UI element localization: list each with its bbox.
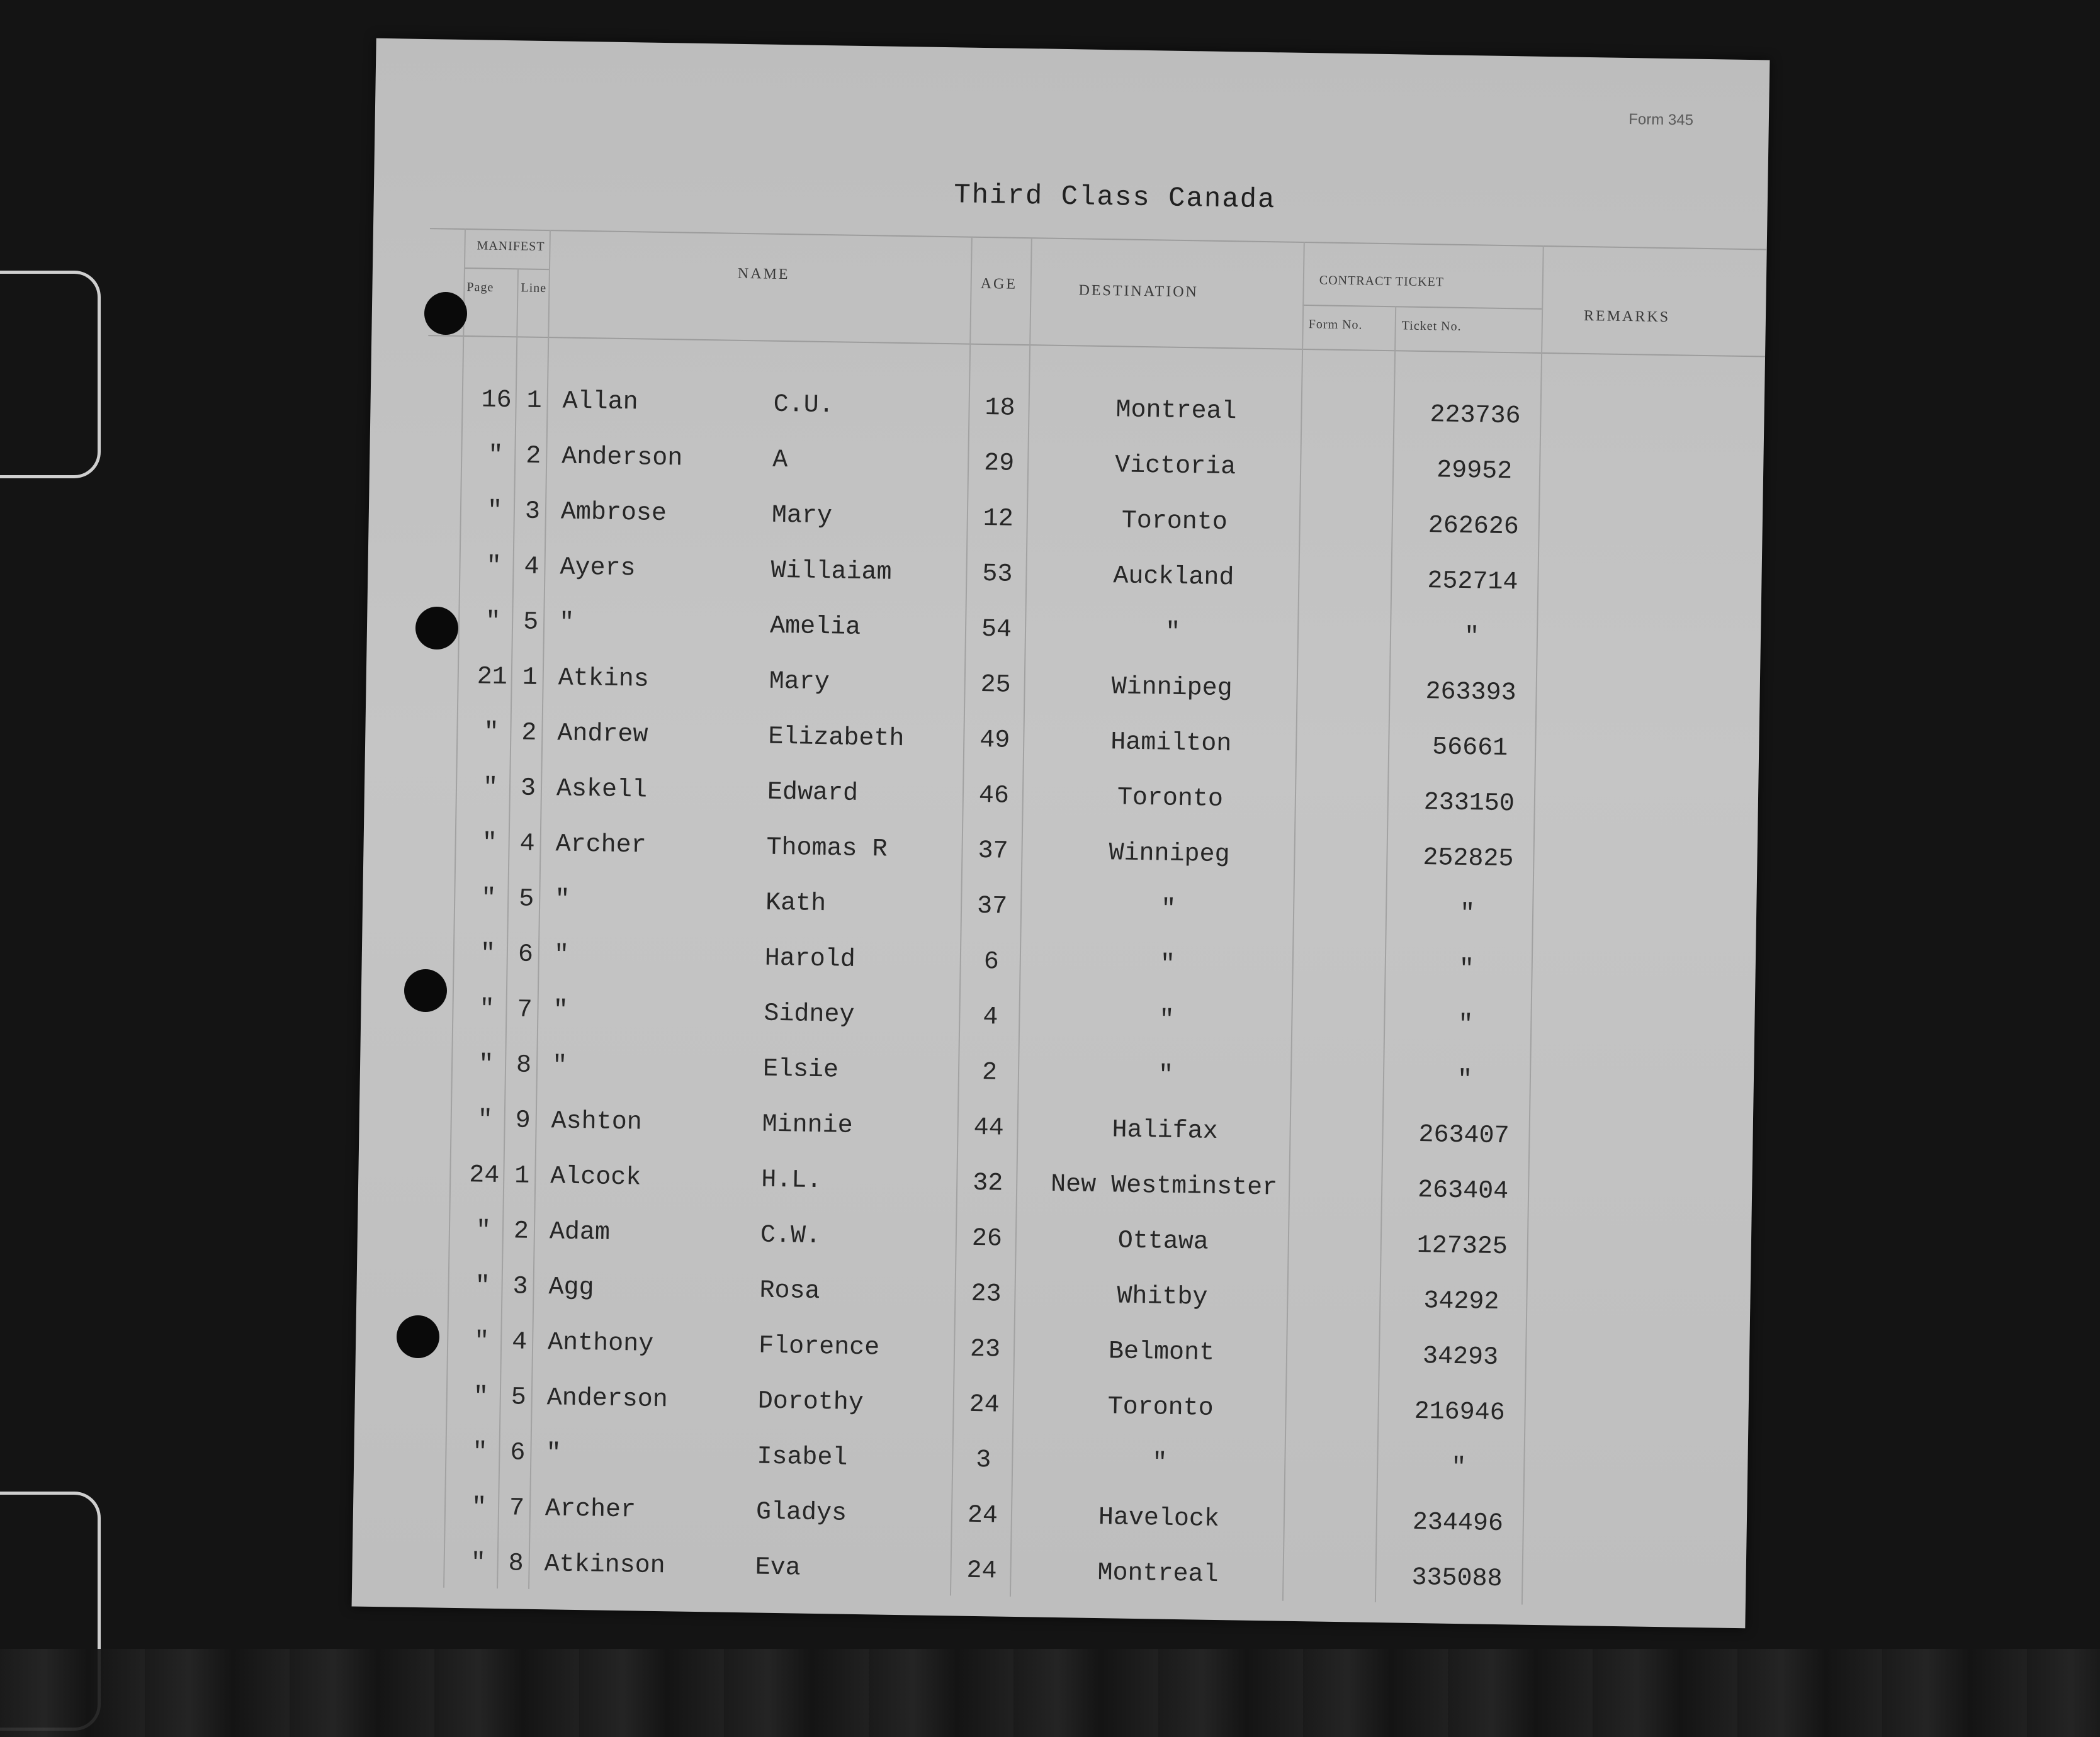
- manifest-line-cell: 1: [522, 663, 538, 692]
- ticket-number-cell: 216946: [1414, 1397, 1505, 1428]
- surname-cell: Andrew: [557, 719, 648, 750]
- surname-cell: Anthony: [547, 1329, 654, 1359]
- manifest-page-cell: ": [486, 552, 502, 581]
- ticket-number-cell: ": [1464, 623, 1480, 652]
- manifest-page-cell: ": [485, 607, 501, 636]
- ticket-number-cell: 34292: [1423, 1287, 1499, 1317]
- destination-cell: Winnipeg: [1111, 673, 1233, 704]
- age-cell: 23: [969, 1335, 1001, 1364]
- age-cell: 46: [978, 781, 1010, 811]
- age-cell: 4: [983, 1003, 998, 1032]
- given-name-cell: Dorothy: [757, 1387, 864, 1418]
- ticket-number-cell: 252825: [1423, 844, 1514, 874]
- surname-cell: Anderson: [561, 442, 683, 473]
- surname-cell: ": [554, 885, 570, 914]
- ticket-number-cell: 56661: [1431, 733, 1508, 763]
- destination-cell: Montreal: [1097, 1559, 1219, 1590]
- ticket-number-cell: 335088: [1411, 1563, 1503, 1594]
- punch-hole: [404, 969, 447, 1012]
- manifest-page-cell: 21: [477, 663, 508, 692]
- ticket-number-cell: ": [1459, 899, 1476, 929]
- manifest-line-cell: 9: [515, 1106, 531, 1135]
- destination-cell: Auckland: [1113, 562, 1234, 593]
- surname-cell: Anderson: [546, 1384, 669, 1415]
- manifest-line-cell: 2: [521, 719, 537, 748]
- surname-cell: Atkins: [558, 664, 650, 694]
- surname-cell: Askell: [556, 775, 648, 805]
- ticket-number-cell: 233150: [1423, 789, 1515, 819]
- age-cell: 2: [981, 1059, 998, 1088]
- manifest-line-cell: 7: [517, 996, 533, 1025]
- given-name-cell: Mary: [771, 501, 833, 531]
- destination-cell: ": [1151, 1449, 1168, 1478]
- age-cell: 24: [966, 1556, 997, 1586]
- surname-cell: ": [558, 609, 575, 638]
- surname-cell: Allan: [562, 387, 639, 417]
- manifest-line-cell: 8: [516, 1051, 532, 1080]
- surname-cell: Ambrose: [560, 498, 667, 529]
- manifest-line-cell: 4: [524, 553, 539, 582]
- manifest-line-cell: 2: [525, 442, 541, 471]
- given-name-cell: Kath: [765, 889, 827, 919]
- ticket-number-cell: 263407: [1418, 1120, 1510, 1151]
- destination-cell: Toronto: [1117, 784, 1224, 814]
- destination-cell: ": [1160, 950, 1176, 979]
- destination-cell: Hamilton: [1110, 728, 1232, 759]
- age-cell: 24: [967, 1501, 998, 1531]
- ticket-number-cell: ": [1450, 1453, 1467, 1483]
- given-name-cell: Amelia: [769, 612, 861, 642]
- manifest-line-cell: 1: [514, 1162, 530, 1191]
- given-name-cell: Willaiam: [771, 556, 892, 587]
- ticket-number-cell: 29952: [1436, 456, 1513, 486]
- manifest-page-cell: ": [475, 1272, 490, 1301]
- given-name-cell: Harold: [764, 944, 856, 974]
- given-name-cell: A: [772, 446, 788, 475]
- age-cell: 18: [985, 394, 1015, 423]
- age-cell: 49: [979, 726, 1010, 755]
- destination-cell: Halifax: [1112, 1116, 1218, 1146]
- age-cell: 44: [973, 1113, 1004, 1143]
- destination-cell: ": [1165, 618, 1181, 647]
- header-age: AGE: [980, 275, 1018, 293]
- destination-cell: Victoria: [1114, 451, 1236, 482]
- surname-cell: Archer: [545, 1495, 636, 1525]
- destination-cell: Toronto: [1107, 1393, 1214, 1423]
- manifest-page-cell: ": [475, 1217, 492, 1245]
- given-name-cell: Minnie: [762, 1110, 854, 1140]
- given-name-cell: C.U.: [773, 390, 834, 420]
- form-number: Form 345: [1629, 111, 1694, 129]
- header-top-rule: [430, 228, 1767, 250]
- destination-cell: ": [1158, 1006, 1175, 1035]
- given-name-cell: Florence: [758, 1332, 880, 1363]
- ticket-sub-rule: [1302, 305, 1542, 310]
- manifest-line-cell: 7: [509, 1494, 525, 1523]
- ticket-number-cell: ": [1459, 955, 1475, 984]
- header-manifest: MANIFEST: [477, 239, 545, 254]
- ticket-number-cell: 34293: [1422, 1342, 1499, 1373]
- given-name-cell: Edward: [767, 778, 859, 808]
- given-name-cell: Sidney: [764, 999, 855, 1030]
- age-cell: 6: [983, 948, 1000, 977]
- manifest-page-cell: ": [482, 773, 499, 802]
- age-cell: 29: [983, 449, 1015, 478]
- destination-cell: ": [1158, 1061, 1174, 1090]
- given-name-cell: Thomas R: [766, 833, 888, 864]
- destination-cell: Havelock: [1098, 1504, 1220, 1534]
- film-strip-edge: [0, 1649, 2100, 1737]
- header-name: NAME: [737, 265, 790, 283]
- age-cell: 37: [976, 892, 1008, 921]
- age-cell: 23: [971, 1279, 1002, 1309]
- age-cell: 37: [978, 836, 1008, 866]
- header-contract-ticket: CONTRACT TICKET: [1319, 273, 1445, 290]
- manifest-page-cell: ": [477, 1106, 494, 1135]
- header-bottom-rule: [428, 335, 1765, 357]
- manifest-line-cell: 4: [511, 1328, 528, 1357]
- manifest-line-cell: 1: [526, 386, 543, 415]
- given-name-cell: Gladys: [755, 1498, 847, 1528]
- header-page: Page: [466, 280, 494, 295]
- manifest-line-cell: 4: [519, 829, 535, 858]
- header-line: Line: [521, 281, 547, 296]
- manifest-page-cell: ": [472, 1438, 488, 1467]
- given-name-cell: C.W.: [760, 1221, 821, 1251]
- manifest-page-cell: ": [480, 884, 497, 913]
- manifest-page-cell: ": [482, 829, 497, 858]
- surname-cell: ": [553, 941, 570, 970]
- destination-cell: ": [1160, 895, 1177, 924]
- given-name-cell: Elsie: [762, 1055, 839, 1085]
- header-remarks: REMARKS: [1583, 307, 1671, 326]
- surname-cell: ": [546, 1439, 562, 1468]
- manifest-line-cell: 6: [517, 940, 534, 969]
- manifest-line-cell: 3: [520, 774, 536, 803]
- sheet-title: Third Class Canada: [953, 179, 1276, 216]
- manifest-line-cell: 6: [510, 1439, 526, 1468]
- destination-cell: Belmont: [1108, 1337, 1215, 1368]
- surname-cell: Atkinson: [544, 1550, 666, 1581]
- surname-cell: ": [551, 1052, 568, 1081]
- given-name-cell: Elizabeth: [767, 722, 905, 754]
- ticket-number-cell: 263404: [1417, 1176, 1509, 1206]
- ticket-number-cell: 252714: [1426, 567, 1518, 597]
- ticket-number-cell: 127325: [1416, 1231, 1508, 1262]
- manifest-page-cell: 24: [468, 1161, 500, 1191]
- age-cell: 24: [969, 1390, 1000, 1420]
- age-cell: 54: [981, 615, 1012, 644]
- manifest-line-cell: 5: [522, 608, 539, 637]
- header-form-no: Form No.: [1308, 317, 1363, 332]
- manifest-sheet: [352, 38, 1770, 1628]
- surname-cell: Ashton: [551, 1107, 643, 1137]
- ticket-number-cell: 223736: [1430, 401, 1521, 431]
- header-destination: DESTINATION: [1078, 282, 1199, 301]
- surname-cell: Adam: [549, 1218, 611, 1247]
- manifest-line-cell: 5: [511, 1383, 527, 1412]
- punch-hole: [415, 607, 458, 649]
- destination-cell: Whitby: [1117, 1282, 1208, 1312]
- age-cell: 3: [975, 1446, 991, 1475]
- destination-cell: Winnipeg: [1109, 839, 1230, 870]
- punch-hole: [424, 292, 467, 335]
- ticket-number-cell: 262626: [1428, 512, 1520, 542]
- manifest-sub-rule: [464, 267, 549, 270]
- destination-cell: New Westminster: [1050, 1170, 1278, 1203]
- age-cell: 53: [982, 559, 1013, 589]
- manifest-page-cell: ": [487, 497, 503, 526]
- destination-cell: Montreal: [1115, 396, 1237, 427]
- given-name-cell: H.L.: [760, 1166, 822, 1196]
- manifest-line-cell: 3: [524, 497, 541, 526]
- ticket-number-cell: 234496: [1412, 1508, 1504, 1539]
- age-cell: 25: [980, 670, 1012, 700]
- destination-cell: Toronto: [1121, 507, 1228, 537]
- manifest-line-cell: 5: [518, 885, 534, 914]
- surname-cell: Alcock: [550, 1162, 641, 1193]
- manifest-page-cell: ": [470, 1549, 487, 1578]
- given-name-cell: Eva: [755, 1553, 801, 1583]
- given-name-cell: Isabel: [757, 1442, 848, 1473]
- given-name-cell: Mary: [769, 667, 830, 697]
- manifest-page-cell: 16: [481, 386, 512, 415]
- manifest-line-cell: 8: [508, 1549, 524, 1578]
- destination-cell: Ottawa: [1117, 1227, 1209, 1257]
- ticket-number-cell: ": [1457, 1065, 1473, 1095]
- manifest-page-cell: ": [471, 1493, 487, 1522]
- ticket-number-cell: 263393: [1425, 678, 1516, 708]
- given-name-cell: Rosa: [759, 1276, 820, 1307]
- surname-cell: Archer: [555, 830, 646, 860]
- film-sprocket-notch: [0, 271, 101, 478]
- surname-cell: Ayers: [560, 553, 636, 583]
- manifest-page-cell: ": [478, 1050, 494, 1079]
- surname-cell: Agg: [548, 1273, 594, 1303]
- manifest-page-cell: ": [473, 1383, 489, 1412]
- manifest-page-cell: ": [483, 718, 499, 747]
- manifest-page-cell: ": [487, 441, 504, 471]
- ticket-number-cell: ": [1457, 1010, 1474, 1040]
- punch-hole: [397, 1315, 439, 1358]
- manifest-line-cell: 2: [513, 1217, 529, 1246]
- header-ticket-no: Ticket No.: [1401, 318, 1462, 334]
- age-cell: 32: [972, 1169, 1003, 1198]
- manifest-line-cell: 3: [512, 1273, 528, 1301]
- age-cell: 26: [971, 1224, 1003, 1254]
- surname-cell: ": [553, 996, 568, 1025]
- manifest-page-cell: ": [480, 940, 496, 969]
- age-cell: 12: [983, 505, 1014, 534]
- manifest-page-cell: ": [479, 995, 495, 1024]
- manifest-page-cell: ": [473, 1327, 490, 1356]
